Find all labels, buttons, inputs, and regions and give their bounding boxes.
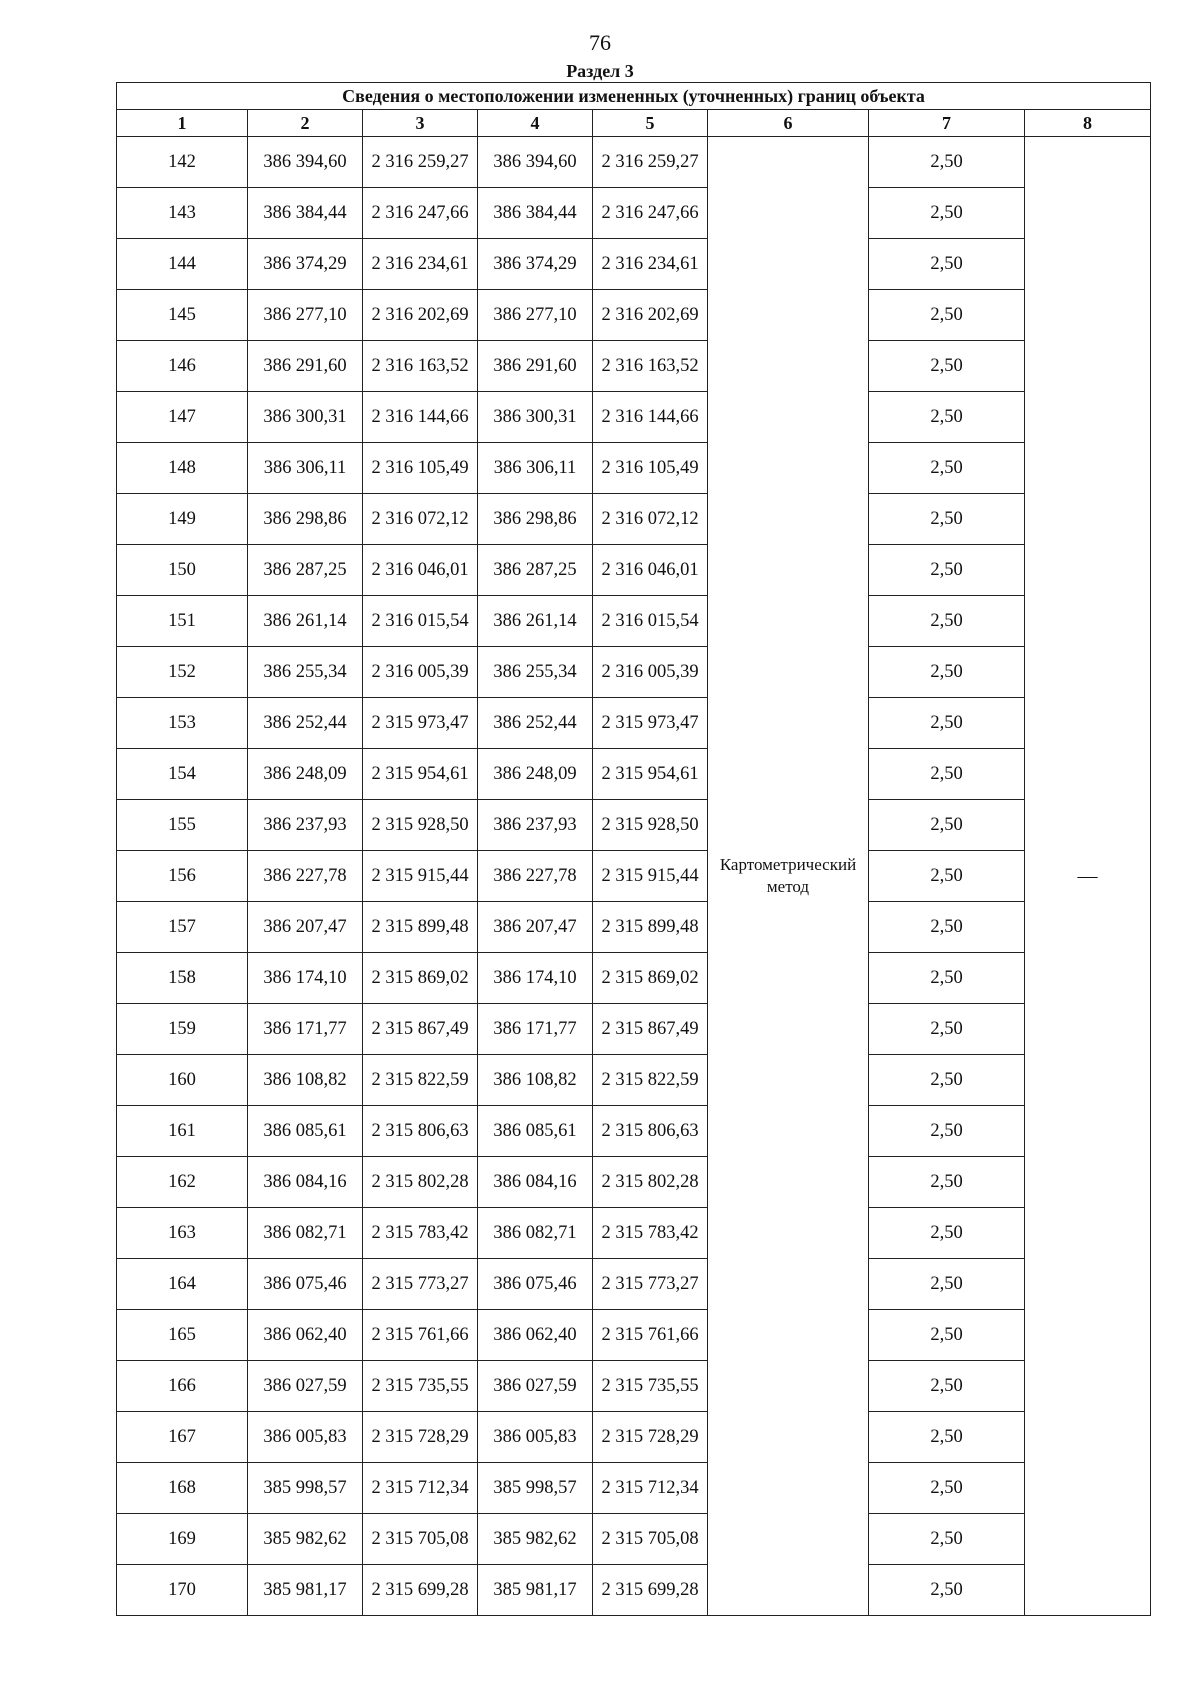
point-number-cell: 154 (117, 749, 248, 800)
y-new-cell: 2 316 234,61 (593, 239, 708, 290)
table-row (117, 749, 1151, 800)
y-new-cell: 2 316 202,69 (593, 290, 708, 341)
table-row (117, 137, 1151, 188)
accuracy-cell: 2,50 (869, 749, 1025, 800)
accuracy-cell: 2,50 (869, 851, 1025, 902)
x-new-cell: 386 374,29 (478, 239, 593, 290)
accuracy-cell: 2,50 (869, 341, 1025, 392)
accuracy-cell: 2,50 (869, 698, 1025, 749)
x-old-cell: 386 384,44 (248, 188, 363, 239)
x-old-cell: 386 374,29 (248, 239, 363, 290)
x-old-cell: 386 298,86 (248, 494, 363, 545)
y-new-cell: 2 316 072,12 (593, 494, 708, 545)
accuracy-cell: 2,50 (869, 596, 1025, 647)
point-number-cell: 144 (117, 239, 248, 290)
y-old-cell: 2 316 163,52 (363, 341, 478, 392)
x-new-cell: 386 005,83 (478, 1412, 593, 1463)
x-new-cell: 386 207,47 (478, 902, 593, 953)
table-row (117, 443, 1151, 494)
point-number-cell: 146 (117, 341, 248, 392)
x-old-cell: 386 085,61 (248, 1106, 363, 1157)
point-number-cell: 158 (117, 953, 248, 1004)
table-row (117, 596, 1151, 647)
table-body (117, 137, 1151, 1616)
y-old-cell: 2 315 954,61 (363, 749, 478, 800)
section-label: Раздел 3 (566, 61, 634, 81)
point-number-cell: 167 (117, 1412, 248, 1463)
y-old-cell: 2 315 783,42 (363, 1208, 478, 1259)
accuracy-cell: 2,50 (869, 494, 1025, 545)
y-old-cell: 2 316 072,12 (363, 494, 478, 545)
y-new-cell: 2 316 144,66 (593, 392, 708, 443)
y-old-cell: 2 315 928,50 (363, 800, 478, 851)
x-new-cell: 386 062,40 (478, 1310, 593, 1361)
x-old-cell: 386 075,46 (248, 1259, 363, 1310)
y-old-cell: 2 315 867,49 (363, 1004, 478, 1055)
table-caption: Сведения о местоположении измененных (уточненных) границ объекта (117, 83, 1151, 110)
x-new-cell: 386 277,10 (478, 290, 593, 341)
table-row (117, 698, 1151, 749)
y-old-cell: 2 316 105,49 (363, 443, 478, 494)
accuracy-cell: 2,50 (869, 800, 1025, 851)
column-number: 2 (248, 110, 363, 137)
x-new-cell: 386 108,82 (478, 1055, 593, 1106)
accuracy-cell: 2,50 (869, 953, 1025, 1004)
accuracy-cell: 2,50 (869, 392, 1025, 443)
y-new-cell: 2 315 973,47 (593, 698, 708, 749)
y-new-cell: 2 315 783,42 (593, 1208, 708, 1259)
column-number: 6 (708, 110, 869, 137)
accuracy-cell: 2,50 (869, 1157, 1025, 1208)
table-row (117, 1412, 1151, 1463)
x-new-cell: 386 287,25 (478, 545, 593, 596)
accuracy-cell: 2,50 (869, 1463, 1025, 1514)
table-row (117, 341, 1151, 392)
point-number-cell: 169 (117, 1514, 248, 1565)
x-old-cell: 386 227,78 (248, 851, 363, 902)
table-row (117, 1106, 1151, 1157)
y-old-cell: 2 315 973,47 (363, 698, 478, 749)
y-new-cell: 2 315 869,02 (593, 953, 708, 1004)
y-new-cell: 2 315 773,27 (593, 1259, 708, 1310)
point-number-cell: 164 (117, 1259, 248, 1310)
x-old-cell: 386 084,16 (248, 1157, 363, 1208)
y-old-cell: 2 315 899,48 (363, 902, 478, 953)
x-old-cell: 386 394,60 (248, 137, 363, 188)
x-old-cell: 386 306,11 (248, 443, 363, 494)
x-new-cell: 386 084,16 (478, 1157, 593, 1208)
accuracy-cell: 2,50 (869, 443, 1025, 494)
accuracy-cell: 2,50 (869, 239, 1025, 290)
x-old-cell: 386 237,93 (248, 800, 363, 851)
x-old-cell: 386 248,09 (248, 749, 363, 800)
y-old-cell: 2 315 806,63 (363, 1106, 478, 1157)
x-old-cell: 386 255,34 (248, 647, 363, 698)
x-old-cell: 386 252,44 (248, 698, 363, 749)
point-number-cell: 163 (117, 1208, 248, 1259)
accuracy-cell: 2,50 (869, 647, 1025, 698)
x-new-cell: 386 384,44 (478, 188, 593, 239)
point-number-cell: 168 (117, 1463, 248, 1514)
x-old-cell: 386 027,59 (248, 1361, 363, 1412)
point-number-cell: 142 (117, 137, 248, 188)
table-row (117, 1004, 1151, 1055)
table-row (117, 494, 1151, 545)
point-number-cell: 145 (117, 290, 248, 341)
x-new-cell: 386 085,61 (478, 1106, 593, 1157)
table-row (117, 290, 1151, 341)
point-number-cell: 143 (117, 188, 248, 239)
y-old-cell: 2 315 705,08 (363, 1514, 478, 1565)
column-number: 5 (593, 110, 708, 137)
y-new-cell: 2 315 867,49 (593, 1004, 708, 1055)
x-new-cell: 386 227,78 (478, 851, 593, 902)
table-row (117, 239, 1151, 290)
accuracy-cell: 2,50 (869, 1106, 1025, 1157)
point-number-cell: 151 (117, 596, 248, 647)
y-new-cell: 2 315 705,08 (593, 1514, 708, 1565)
x-old-cell: 385 981,17 (248, 1565, 363, 1616)
y-new-cell: 2 315 699,28 (593, 1565, 708, 1616)
y-new-cell: 2 315 712,34 (593, 1463, 708, 1514)
x-new-cell: 386 291,60 (478, 341, 593, 392)
y-old-cell: 2 315 915,44 (363, 851, 478, 902)
x-new-cell: 386 171,77 (478, 1004, 593, 1055)
accuracy-cell: 2,50 (869, 545, 1025, 596)
y-new-cell: 2 315 761,66 (593, 1310, 708, 1361)
x-old-cell: 386 005,83 (248, 1412, 363, 1463)
x-new-cell: 386 237,93 (478, 800, 593, 851)
point-number-cell: 148 (117, 443, 248, 494)
accuracy-cell: 2,50 (869, 902, 1025, 953)
y-new-cell: 2 315 728,29 (593, 1412, 708, 1463)
column-number-row (117, 110, 1151, 137)
x-new-cell: 386 027,59 (478, 1361, 593, 1412)
x-old-cell: 386 171,77 (248, 1004, 363, 1055)
point-number-cell: 170 (117, 1565, 248, 1616)
point-number-cell: 156 (117, 851, 248, 902)
y-old-cell: 2 316 015,54 (363, 596, 478, 647)
x-new-cell: 385 981,17 (478, 1565, 593, 1616)
y-new-cell: 2 316 247,66 (593, 188, 708, 239)
x-new-cell: 385 982,62 (478, 1514, 593, 1565)
y-old-cell: 2 316 046,01 (363, 545, 478, 596)
y-old-cell: 2 315 761,66 (363, 1310, 478, 1361)
accuracy-cell: 2,50 (869, 1310, 1025, 1361)
y-new-cell: 2 315 928,50 (593, 800, 708, 851)
table-row (117, 1463, 1151, 1514)
y-new-cell: 2 315 899,48 (593, 902, 708, 953)
x-new-cell: 386 394,60 (478, 137, 593, 188)
table-row (117, 647, 1151, 698)
x-new-cell: 386 300,31 (478, 392, 593, 443)
table-row (117, 1157, 1151, 1208)
x-old-cell: 385 998,57 (248, 1463, 363, 1514)
y-old-cell: 2 315 773,27 (363, 1259, 478, 1310)
y-old-cell: 2 316 247,66 (363, 188, 478, 239)
y-old-cell: 2 315 735,55 (363, 1361, 478, 1412)
accuracy-cell: 2,50 (869, 1004, 1025, 1055)
x-new-cell: 386 082,71 (478, 1208, 593, 1259)
point-number-cell: 159 (117, 1004, 248, 1055)
column-number: 3 (363, 110, 478, 137)
note-cell: — (1025, 137, 1151, 1616)
point-number-cell: 166 (117, 1361, 248, 1412)
method-cell: Картометрический метод (708, 137, 869, 1616)
column-number: 1 (117, 110, 248, 137)
y-new-cell: 2 315 915,44 (593, 851, 708, 902)
y-old-cell: 2 316 144,66 (363, 392, 478, 443)
x-new-cell: 386 255,34 (478, 647, 593, 698)
y-new-cell: 2 316 046,01 (593, 545, 708, 596)
x-new-cell: 386 306,11 (478, 443, 593, 494)
table-row (117, 1310, 1151, 1361)
column-number: 8 (1025, 110, 1151, 137)
accuracy-cell: 2,50 (869, 137, 1025, 188)
x-old-cell: 386 300,31 (248, 392, 363, 443)
x-old-cell: 386 062,40 (248, 1310, 363, 1361)
table-row (117, 800, 1151, 851)
table-row (117, 545, 1151, 596)
y-new-cell: 2 315 735,55 (593, 1361, 708, 1412)
x-old-cell: 386 261,14 (248, 596, 363, 647)
point-number-cell: 157 (117, 902, 248, 953)
accuracy-cell: 2,50 (869, 1565, 1025, 1616)
accuracy-cell: 2,50 (869, 1055, 1025, 1106)
point-number-cell: 150 (117, 545, 248, 596)
y-old-cell: 2 315 822,59 (363, 1055, 478, 1106)
y-old-cell: 2 315 728,29 (363, 1412, 478, 1463)
y-new-cell: 2 315 954,61 (593, 749, 708, 800)
accuracy-cell: 2,50 (869, 1412, 1025, 1463)
y-new-cell: 2 315 822,59 (593, 1055, 708, 1106)
point-number-cell: 161 (117, 1106, 248, 1157)
accuracy-cell: 2,50 (869, 1208, 1025, 1259)
table-row (117, 953, 1151, 1004)
y-old-cell: 2 316 005,39 (363, 647, 478, 698)
x-old-cell: 386 207,47 (248, 902, 363, 953)
y-old-cell: 2 315 802,28 (363, 1157, 478, 1208)
y-old-cell: 2 315 869,02 (363, 953, 478, 1004)
point-number-cell: 155 (117, 800, 248, 851)
y-new-cell: 2 315 802,28 (593, 1157, 708, 1208)
y-old-cell: 2 316 202,69 (363, 290, 478, 341)
x-old-cell: 386 174,10 (248, 953, 363, 1004)
table-row (117, 1514, 1151, 1565)
y-new-cell: 2 315 806,63 (593, 1106, 708, 1157)
point-number-cell: 152 (117, 647, 248, 698)
y-new-cell: 2 316 105,49 (593, 443, 708, 494)
table-row (117, 1361, 1151, 1412)
x-new-cell: 386 075,46 (478, 1259, 593, 1310)
y-old-cell: 2 316 234,61 (363, 239, 478, 290)
x-old-cell: 385 982,62 (248, 1514, 363, 1565)
y-old-cell: 2 315 699,28 (363, 1565, 478, 1616)
x-new-cell: 385 998,57 (478, 1463, 593, 1514)
y-new-cell: 2 316 163,52 (593, 341, 708, 392)
coordinates-table (116, 82, 1151, 1616)
x-old-cell: 386 277,10 (248, 290, 363, 341)
x-new-cell: 386 261,14 (478, 596, 593, 647)
table-row (117, 1208, 1151, 1259)
table-row (117, 392, 1151, 443)
table-row (117, 1565, 1151, 1616)
column-number: 7 (869, 110, 1025, 137)
point-number-cell: 165 (117, 1310, 248, 1361)
point-number-cell: 147 (117, 392, 248, 443)
x-old-cell: 386 291,60 (248, 341, 363, 392)
x-new-cell: 386 248,09 (478, 749, 593, 800)
table-row (117, 1055, 1151, 1106)
x-new-cell: 386 174,10 (478, 953, 593, 1004)
y-old-cell: 2 315 712,34 (363, 1463, 478, 1514)
point-number-cell: 153 (117, 698, 248, 749)
x-old-cell: 386 287,25 (248, 545, 363, 596)
x-old-cell: 386 108,82 (248, 1055, 363, 1106)
table-row (117, 1259, 1151, 1310)
column-number: 4 (478, 110, 593, 137)
accuracy-cell: 2,50 (869, 1514, 1025, 1565)
x-old-cell: 386 082,71 (248, 1208, 363, 1259)
y-new-cell: 2 316 015,54 (593, 596, 708, 647)
accuracy-cell: 2,50 (869, 290, 1025, 341)
x-new-cell: 386 298,86 (478, 494, 593, 545)
table-row (117, 188, 1151, 239)
point-number-cell: 160 (117, 1055, 248, 1106)
point-number-cell: 162 (117, 1157, 248, 1208)
accuracy-cell: 2,50 (869, 1361, 1025, 1412)
y-old-cell: 2 316 259,27 (363, 137, 478, 188)
x-new-cell: 386 252,44 (478, 698, 593, 749)
table-row (117, 902, 1151, 953)
y-new-cell: 2 316 005,39 (593, 647, 708, 698)
y-new-cell: 2 316 259,27 (593, 137, 708, 188)
accuracy-cell: 2,50 (869, 1259, 1025, 1310)
accuracy-cell: 2,50 (869, 188, 1025, 239)
point-number-cell: 149 (117, 494, 248, 545)
page-number: 76 (589, 30, 611, 55)
table-row (117, 851, 1151, 902)
